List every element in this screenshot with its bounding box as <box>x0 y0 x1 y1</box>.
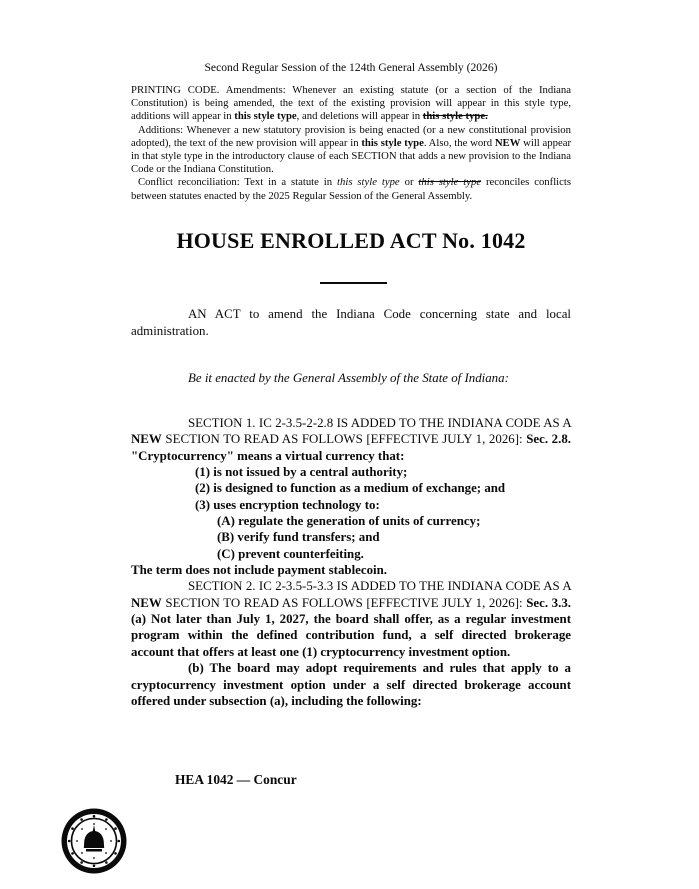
body-paragraph <box>131 464 571 480</box>
text-run: NEW <box>494 136 521 149</box>
body-paragraph <box>131 578 571 660</box>
body-paragraph <box>131 415 571 464</box>
act-body <box>131 415 571 709</box>
body-paragraph <box>131 562 571 578</box>
text-run: Additions: Whenever a new statutory provision is being enacted (or a new constitutional provision adopted), the text of the new provision will appear in <box>131 123 571 149</box>
text-run: (b) The board may adopt requirements and rules that apply to a cryptocurrency investment option under a self directed brokerage account offered under subsection (a), including the following: <box>131 661 571 708</box>
text-run: , and deletions will appear in <box>296 110 423 123</box>
body-paragraph <box>131 660 571 709</box>
text-run: (C) prevent counterfeiting. <box>217 546 364 561</box>
text-run: The term does not include payment stablecoin. <box>131 563 388 578</box>
text-run: (1) is not issued by a central authority; <box>195 465 408 480</box>
body-paragraph <box>131 480 571 496</box>
text-run: SECTION TO READ AS FOLLOWS [EFFECTIVE JULY 1, 2026]: <box>161 432 527 447</box>
printing-code-paragraph <box>131 84 571 124</box>
text-run: this style type <box>361 136 424 149</box>
text-run: this style type <box>234 110 297 123</box>
text-run: NEW <box>131 595 162 610</box>
text-run: SECTION TO READ AS FOLLOWS [EFFECTIVE JULY 1, 2026]: <box>161 595 527 610</box>
printing-code-paragraph <box>131 176 571 202</box>
text-run: this style type <box>337 176 400 189</box>
text-run: reconciles conflicts between statutes enacted by the 2025 Regular Session of the General Assembly. <box>131 176 572 202</box>
body-paragraph <box>131 513 571 529</box>
text-run: or <box>399 176 419 189</box>
text-run: this style type. <box>422 110 488 123</box>
indiana-state-seal-icon <box>61 808 127 874</box>
text-run: . Also, the word <box>423 136 495 149</box>
session-header: Second Regular Session of the 124th General Assembly (2026) <box>204 61 498 74</box>
body-paragraph <box>131 497 571 513</box>
text-run: (3) uses encryption technology to: <box>195 497 380 512</box>
title-divider-rule <box>320 282 387 284</box>
text-run: (2) is designed to function as a medium of exchange; and <box>195 481 506 496</box>
printing-code-note <box>131 84 571 203</box>
text-run: will appear in that style type in the introductory clause of each SECTION that adds a new provision to the Indiana Code or the Indiana Constitution. <box>131 136 572 176</box>
text-run: this style type <box>418 176 482 189</box>
enacting-clause: Be it enacted by the General Assembly of the State of Indiana: <box>188 371 509 385</box>
text-run: PRINTING CODE. Amendments: Whenever an existing statute (or a section of the Indiana Constitution) is being amended, the text of the existing provision will appear in this style type, additions will appear in <box>131 84 571 123</box>
body-paragraph <box>131 546 571 562</box>
act-intro: AN ACT to amend the Indiana Code concerning state and local administration. <box>131 307 571 338</box>
text-run: (B) verify fund transfers; and <box>217 530 380 545</box>
text-run: (A) regulate the generation of units of currency; <box>217 514 481 529</box>
printing-code-paragraph <box>131 124 571 177</box>
act-title: HOUSE ENROLLED ACT No. 1042 <box>176 228 526 253</box>
footer-line: HEA 1042 — Concur <box>175 772 297 787</box>
text-run: Sec. 2.8. "Cryptocurrency" means a virtual currency that: <box>131 432 571 463</box>
text-run: NEW <box>131 432 162 447</box>
body-paragraph <box>131 529 571 545</box>
text-run: Conflict reconciliation: Text in a statute in <box>138 176 338 189</box>
text-run: SECTION 2. IC 2-3.5-5-3.3 IS ADDED TO THE INDIANA CODE AS A <box>188 579 571 594</box>
text-run: SECTION 1. IC 2-3.5-2-2.8 IS ADDED TO THE INDIANA CODE AS A <box>188 416 571 430</box>
text-run: Sec. 3.3. (a) Not later than July 1, 2027, the board shall offer, as a regular investment program within the defined contribution fund, a self directed brokerage account that offers at least one (1) cryptocurrency investment option. <box>131 595 571 659</box>
